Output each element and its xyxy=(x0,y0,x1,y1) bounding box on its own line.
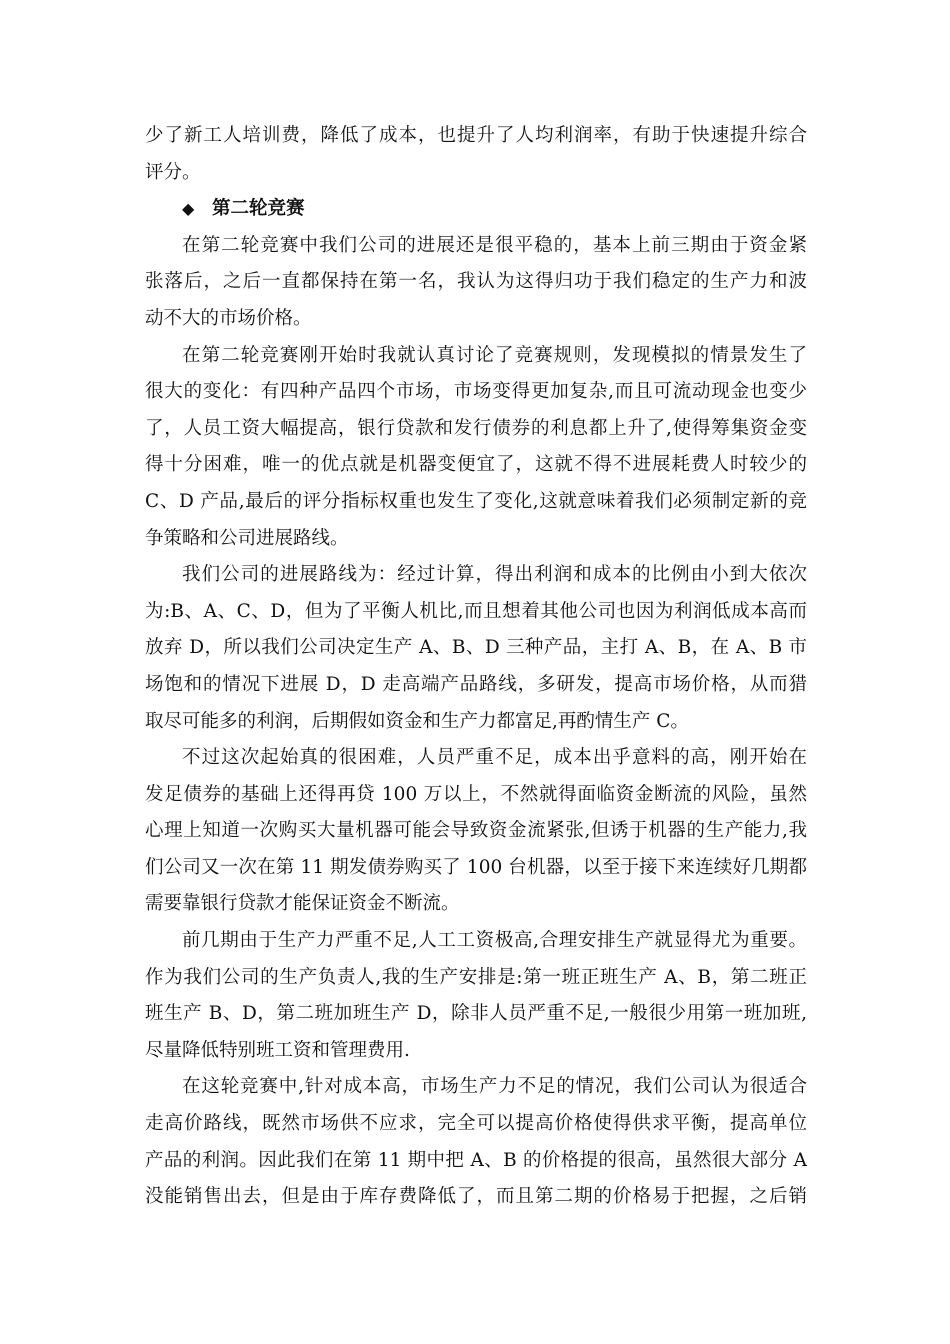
paragraph-3 xyxy=(145,557,807,740)
text-line: 走高价路线，既然市场供不应求，完全可以提高价格使得供求平衡，提高单位 xyxy=(145,1113,807,1135)
text-line: 产品的利润。因此我们在第 11 期中把 A、B 的价格提的很高，虽然很大部分 A xyxy=(145,1149,807,1171)
text-line: 不过这次起始真的很困难，人员严重不足，成本出乎意料的高，刚开始在 xyxy=(182,747,807,769)
text-line: 在第二轮竞赛刚开始时我就认真讨论了竞赛规则，发现模拟的情景发生了 xyxy=(182,344,807,366)
text-line: 很大的变化：有四种产品四个市场，市场变得更加复杂,而且可流动现金也变少 xyxy=(145,381,807,403)
paragraph-1 xyxy=(145,228,807,338)
text-line: 们公司又一次在第 11 期发债券购买了 100 台机器，以至于接下来连续好几期都 xyxy=(145,856,807,878)
paragraph-4 xyxy=(145,740,807,923)
text-line: 争策略和公司进展路线。 xyxy=(145,527,349,549)
text-line: 作为我们公司的生产负责人,我的生产安排是:第一班正班生产 A、B，第二班正 xyxy=(145,966,807,988)
text-line: 动不大的市场价格。 xyxy=(145,307,312,329)
text-line: 场饱和的情况下进展 D，D 走高端产品路线，多研发，提高市场价格，从而猎 xyxy=(145,673,807,695)
text-line: 发足债券的基础上还得再贷 100 万以上，不然就得面临资金断流的风险，虽然 xyxy=(145,783,807,805)
text-line: 在这轮竞赛中,针对成本高，市场生产力不足的情况，我们公司认为很适合 xyxy=(182,1076,807,1098)
paragraph-2 xyxy=(145,338,807,558)
text-line: 取尽可能多的利润，后期假如资金和生产力都富足,再酌情生产 C。 xyxy=(145,710,689,732)
text-line: 评分。 xyxy=(145,161,201,183)
text-line: 心理上知道一次购买大量机器可能会导致资金流紧张,但诱于机器的生产能力,我 xyxy=(145,820,807,842)
text-line: 在第二轮竞赛中我们公司的进展还是很平稳的，基本上前三期由于资金紧 xyxy=(182,234,807,256)
text-line: 没能销售出去，但是由于库存费降低了，而且第二期的价格易于把握，之后销 xyxy=(145,1186,807,1208)
diamond-bullet-icon: ◆ xyxy=(182,199,195,219)
text-line: 前几期由于生产力严重不足,人工工资极高,合理安排生产就显得尤为重要。 xyxy=(182,930,807,952)
text-line: 需要靠银行贷款才能保证资金不断流。 xyxy=(145,893,460,915)
text-line: 得十分困难，唯一的优点就是机器变便宜了，这就不得不进展耗费人时较少的 xyxy=(145,454,807,476)
text-line: 班生产 B、D，第二班加班生产 D，除非人员严重不足,一般很少用第一班加班, xyxy=(145,1003,807,1025)
section-heading-text: 第二轮竞赛 xyxy=(212,198,305,220)
text-line: 放弃 D，所以我们公司决定生产 A、B、D 三种产品，主打 A、B，在 A、B 市 xyxy=(145,637,807,659)
section-heading xyxy=(145,191,807,228)
text-line: 少了新工人培训费，降低了成本，也提升了人均利润率，有助于快速提升综合 xyxy=(145,125,807,146)
text-line: 为:B、A、C、D，但为了平衡人机比,而且想着其他公司也因为利润低成本高而 xyxy=(145,600,807,622)
text-line: C、D 产品,最后的评分指标权重也发生了变化,这就意味着我们必须制定新的竞 xyxy=(145,490,807,512)
paragraph-0 xyxy=(145,118,807,191)
text-line: 尽量降低特别班工资和管理费用. xyxy=(145,1039,410,1061)
text-line: 我们公司的进展路线为：经过计算，得出利润和成本的比例由小到大依次 xyxy=(182,564,807,586)
text-line: 张落后，之后一直都保持在第一名，我认为这得归功于我们稳定的生产力和波 xyxy=(145,271,807,293)
paragraph-6 xyxy=(145,1069,807,1215)
document-page xyxy=(145,118,807,1216)
text-line: 了，人员工资大幅提高，银行贷款和发行债券的利息都上升了,使得筹集资金变 xyxy=(145,417,807,439)
paragraph-5 xyxy=(145,923,807,1069)
